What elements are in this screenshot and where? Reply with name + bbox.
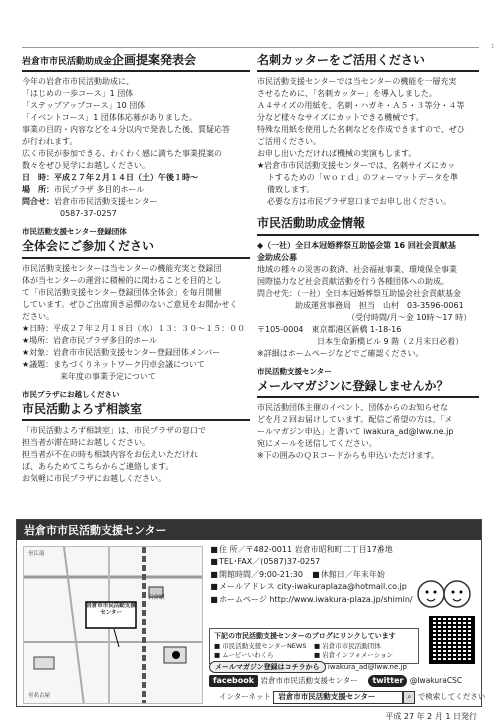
presentation-title-main: 企画提案発表会 bbox=[112, 53, 197, 67]
card-cutter-title-bar bbox=[257, 52, 479, 72]
consultation-section bbox=[22, 390, 250, 485]
calendar-icon: ■ bbox=[312, 569, 320, 579]
meeting-item: ★場所：岩倉市民プラザ多目的ホール bbox=[22, 335, 158, 345]
card-cutter-line: させるために、「名刺カッター」を導入しました。 bbox=[257, 89, 437, 99]
blog-link[interactable]: ■ ムービーいわくら bbox=[214, 651, 274, 660]
grant-contact: 助成運営事務局 担当 山村 03-3596-0061 bbox=[295, 300, 464, 310]
blog-links-list bbox=[214, 642, 414, 662]
place-value: 市民プラザ 多目的ホール bbox=[54, 185, 145, 195]
presentation-title bbox=[22, 52, 250, 72]
presentation-title-prefix: 岩倉市市民活動助成金 bbox=[22, 57, 113, 67]
presentation-line: 事業の目的・内容などを４分以内で発表した後、質疑応答 bbox=[22, 125, 230, 135]
email-text[interactable]: メールアドレス city-iwakuraplaza@hotmail.co.jp bbox=[219, 582, 407, 592]
grant-contact: 問合せ先：（一社）全日本冠婚葬祭互助協会社会貢献基金 bbox=[257, 288, 461, 298]
top-rule bbox=[22, 47, 479, 48]
card-cutter-line: トするための「ｗｏｒｄ」のフォーマットデータを準 bbox=[267, 173, 459, 183]
mail-signup-row bbox=[209, 661, 407, 673]
grant-line: 地域の種々の災害の救済、社会福祉事業、環境保全事業 bbox=[257, 264, 457, 274]
consultation-title: 市民活動よろず相談室 bbox=[22, 401, 143, 416]
globe-icon: ■ bbox=[210, 594, 218, 604]
general-meeting-title-bar bbox=[22, 238, 250, 258]
consultation-subtitle: 市民プラザにお越しください bbox=[22, 389, 120, 399]
search-icon[interactable]: ⌕ bbox=[403, 691, 415, 704]
card-cutter-line: Ａ４サイズの用紙を、名刺・ハガキ・Ａ５・３等分・４等 bbox=[257, 101, 465, 111]
grant-line: 国際協力など社会貢献活動を行う各種団体への助成。 bbox=[257, 276, 449, 286]
meeting-item: ★対象：岩倉市市民活動支援センター登録団体メンバー bbox=[22, 347, 221, 357]
general-meeting-line: ださい。 bbox=[22, 311, 54, 321]
meeting-item-cont: 来年度の事業予定について bbox=[60, 371, 156, 381]
general-meeting-subtitle: 市民活動支援センター登録団体 bbox=[22, 227, 127, 237]
grant-org: ◆（一社）全日本冠婚葬祭互助協会第 16 回社会貢献基 bbox=[257, 240, 456, 250]
presentation-place bbox=[22, 184, 250, 196]
qr-code[interactable] bbox=[429, 616, 475, 664]
general-meeting-line: 市民活動支援センターは当センターの機能充実と登録団 bbox=[22, 263, 222, 273]
general-meeting-line: 体が当センターの運営に積極的に関わることを目的とし bbox=[22, 275, 222, 285]
mail-magazine-title: メールマガジンに登録しませんか？ bbox=[257, 378, 449, 393]
mail-magazine-line: 宛にメールを送信してください。 bbox=[257, 439, 377, 449]
mail-magazine-line: どを月２回お届けしています。配信ご希望の方は、「メ bbox=[257, 415, 453, 425]
grant-body bbox=[257, 264, 479, 288]
presentation-line: が行われます。 bbox=[22, 137, 78, 147]
presentation-line: 数々をぜひ見学にお越しください。 bbox=[22, 161, 150, 171]
mail-magazine-line: ールマガジン申込」と書いて iwakura_ad@lww.ne.jp bbox=[257, 427, 454, 437]
presentation-line: 「イベントコース」1 団体体応募がありました。 bbox=[22, 113, 197, 123]
right-column bbox=[257, 52, 479, 469]
grant-info-title-bar bbox=[257, 215, 479, 235]
general-meeting-body bbox=[22, 263, 250, 323]
search-suffix: で検索してください bbox=[417, 692, 486, 701]
presentation-section bbox=[22, 52, 250, 220]
card-cutter-line: ご活用ください。 bbox=[257, 137, 321, 147]
mail-magazine-line: ※下の囲みのＱＲコードからも申込いただけます。 bbox=[257, 451, 440, 461]
map-station-label: 岩倉駅 bbox=[148, 595, 165, 601]
center-info-box bbox=[16, 519, 486, 707]
homepage-link[interactable]: ホームページ http://www.iwakura-plaza.jp/shimin/ bbox=[219, 594, 413, 604]
general-meeting-line: て「市民活動支援センター登録団体全体会」を毎月開催 bbox=[22, 287, 222, 297]
card-cutter-line: 必要な方は市民プラザ窓口までお申し出ください。 bbox=[267, 197, 451, 207]
search-keyword-box[interactable]: 岩倉市市民活動支援センター bbox=[273, 691, 403, 704]
map-road1-label: 至江南 bbox=[28, 551, 45, 557]
mail-magazine-section bbox=[257, 367, 479, 462]
mail-magazine-body bbox=[257, 402, 479, 462]
presentation-body bbox=[22, 76, 250, 172]
presentation-date bbox=[22, 172, 250, 184]
consultation-line: ば、あらためてこちらからご連絡します。 bbox=[22, 461, 174, 471]
address-text: 住 所／〒482-0011 岩倉市昭和町二丁目17番地 bbox=[219, 545, 393, 554]
grant-contact: （受付時間/月～金 10時～17 時） bbox=[347, 312, 472, 322]
blog-link[interactable]: ■ 岩倉市市民活動団体 bbox=[314, 641, 381, 650]
card-cutter-line: 市民活動支援センターでは当センターの機能を一層充実 bbox=[257, 77, 457, 87]
home-icon: ■ bbox=[210, 545, 218, 554]
blog-links-title: 下記の市民活動支援センターのブログにリンクしています bbox=[214, 632, 396, 640]
presentation-contact bbox=[22, 196, 250, 208]
consultation-title-bar bbox=[22, 401, 250, 421]
contact-label: 問合せ： bbox=[22, 197, 54, 207]
phone-icon: ■ bbox=[210, 557, 218, 567]
presentation-line: 広く市民が参加できる、わくわく感に満ちた事業提案の bbox=[22, 149, 222, 159]
mascot-illustration bbox=[415, 572, 475, 612]
consultation-line: 「市民活動よろず相談室」は、市民プラザの窓口で bbox=[22, 425, 206, 435]
address-line bbox=[209, 544, 479, 556]
meeting-item: ★日時：平成２７年２月１８日（水）１３：３０～１５：００ bbox=[22, 323, 246, 333]
contact-value: 岩倉市市民活動支援センター bbox=[54, 197, 158, 207]
web-search-row bbox=[219, 691, 485, 704]
general-meeting-title: 全体会にご参加ください bbox=[22, 239, 155, 254]
card-cutter-line: お申し出いただければ機械の実演もします。 bbox=[257, 149, 417, 159]
left-column bbox=[22, 52, 250, 492]
grant-contact: 日本生命新橋ビル 9 階（２月末日必着） bbox=[317, 336, 464, 346]
grant-org-cont: 金助成公募 bbox=[257, 252, 297, 262]
facebook-name[interactable]: 岩倉市市民活動支援センター bbox=[260, 676, 358, 685]
social-row bbox=[209, 675, 477, 687]
closed-text: 休館日／年末年始 bbox=[320, 569, 385, 579]
card-cutter-line: ★岩倉市市民活動支援センターでは、名刺サイズにカッ bbox=[257, 161, 456, 171]
presentation-line: 「はじめの一歩コース」1 団体 bbox=[22, 89, 134, 99]
mail-signup-address[interactable]: iwakura_ad@lww.ne.jp bbox=[327, 663, 407, 671]
mail-icon: ■ bbox=[210, 582, 218, 592]
grant-contact: ※詳細はホームページなどでご確認ください。 bbox=[257, 348, 424, 358]
grant-info-section bbox=[257, 215, 479, 359]
page-number: 1 bbox=[490, 44, 494, 50]
map-drawing bbox=[24, 547, 203, 704]
map-center-label: 岩倉市市民活動支援センター bbox=[86, 603, 136, 617]
card-cutter-body bbox=[257, 76, 479, 208]
card-cutter-section bbox=[257, 52, 479, 208]
mail-magazine-title-bar bbox=[257, 378, 479, 398]
grant-contact: 〒105-0004 東京都港区新橋 1-18-16 bbox=[257, 324, 402, 334]
access-map bbox=[23, 546, 203, 704]
hours-text: 開館時間／9:00-21:30 bbox=[219, 569, 303, 579]
twitter-handle[interactable]: @IwakuraCSC bbox=[409, 676, 463, 685]
consultation-line: お気軽に市民プラザにお越しください。 bbox=[22, 473, 166, 483]
general-meeting-line: しています。ぜひご出席頂き忌憚のないご意見をお聞かせく bbox=[22, 299, 238, 309]
mail-magazine-subtitle: 市民活動支援センター bbox=[257, 366, 332, 376]
mail-signup-pill[interactable]: メールマガジン登録はコチラから bbox=[209, 661, 326, 673]
presentation-line: 今年の岩倉市市民活動助成に、 bbox=[22, 77, 134, 87]
grant-info-title: 市民活動助成金情報 bbox=[257, 216, 366, 231]
center-info-title: 岩倉市市民活動支援センター bbox=[17, 520, 481, 540]
blog-link[interactable]: ■ 市民活動支援センターNEWS bbox=[214, 641, 307, 650]
clock-icon: ■ bbox=[210, 569, 218, 579]
general-meeting-section bbox=[22, 227, 250, 382]
date-label: 日 時： bbox=[22, 173, 54, 183]
presentation-phone: 0587-37-0257 bbox=[60, 209, 117, 219]
card-cutter-line: 特殊な用紙を使用した名刺などを作成できますので、ぜひ bbox=[257, 125, 465, 135]
date-value: 平成２７年２月１４日（土）午後１時～ bbox=[54, 173, 198, 183]
tel-line bbox=[209, 556, 479, 568]
consultation-line: 担当者が滞在時にお越しください。 bbox=[22, 437, 150, 447]
mail-magazine-line: 市民活動団体主催のイベント、団体からのお知らせな bbox=[257, 403, 449, 413]
consultation-line: 担当者が不在の時も相談内容をお伝えいただけれ bbox=[22, 449, 198, 459]
place-label: 場 所： bbox=[22, 185, 54, 195]
search-prefix: インターネット bbox=[219, 692, 271, 701]
meeting-item: ★議題：まちづくりネットワーク円卓会議について bbox=[22, 359, 205, 369]
map-road2-label: 至名古屋 bbox=[28, 693, 51, 699]
facebook-logo[interactable]: facebook bbox=[209, 675, 258, 687]
card-cutter-title: 名刺カッターをご活用ください bbox=[257, 53, 425, 67]
twitter-logo[interactable]: twitter bbox=[368, 675, 407, 687]
tel-text: TEL･FAX／(0587)37-0257 bbox=[219, 557, 321, 567]
consultation-body bbox=[22, 425, 250, 485]
blog-links-box bbox=[209, 628, 419, 664]
blog-link[interactable]: ■ 岩倉インフォメーション bbox=[314, 651, 394, 660]
card-cutter-line: 備致します。 bbox=[267, 185, 315, 195]
card-cutter-line: 分など様々なサイズにカットできる機械です。 bbox=[257, 113, 424, 123]
presentation-line: 「ステップアップコース」10 団体 bbox=[22, 101, 146, 111]
issue-date: 平成 27 年 2 月 1 日発行 bbox=[385, 712, 477, 721]
